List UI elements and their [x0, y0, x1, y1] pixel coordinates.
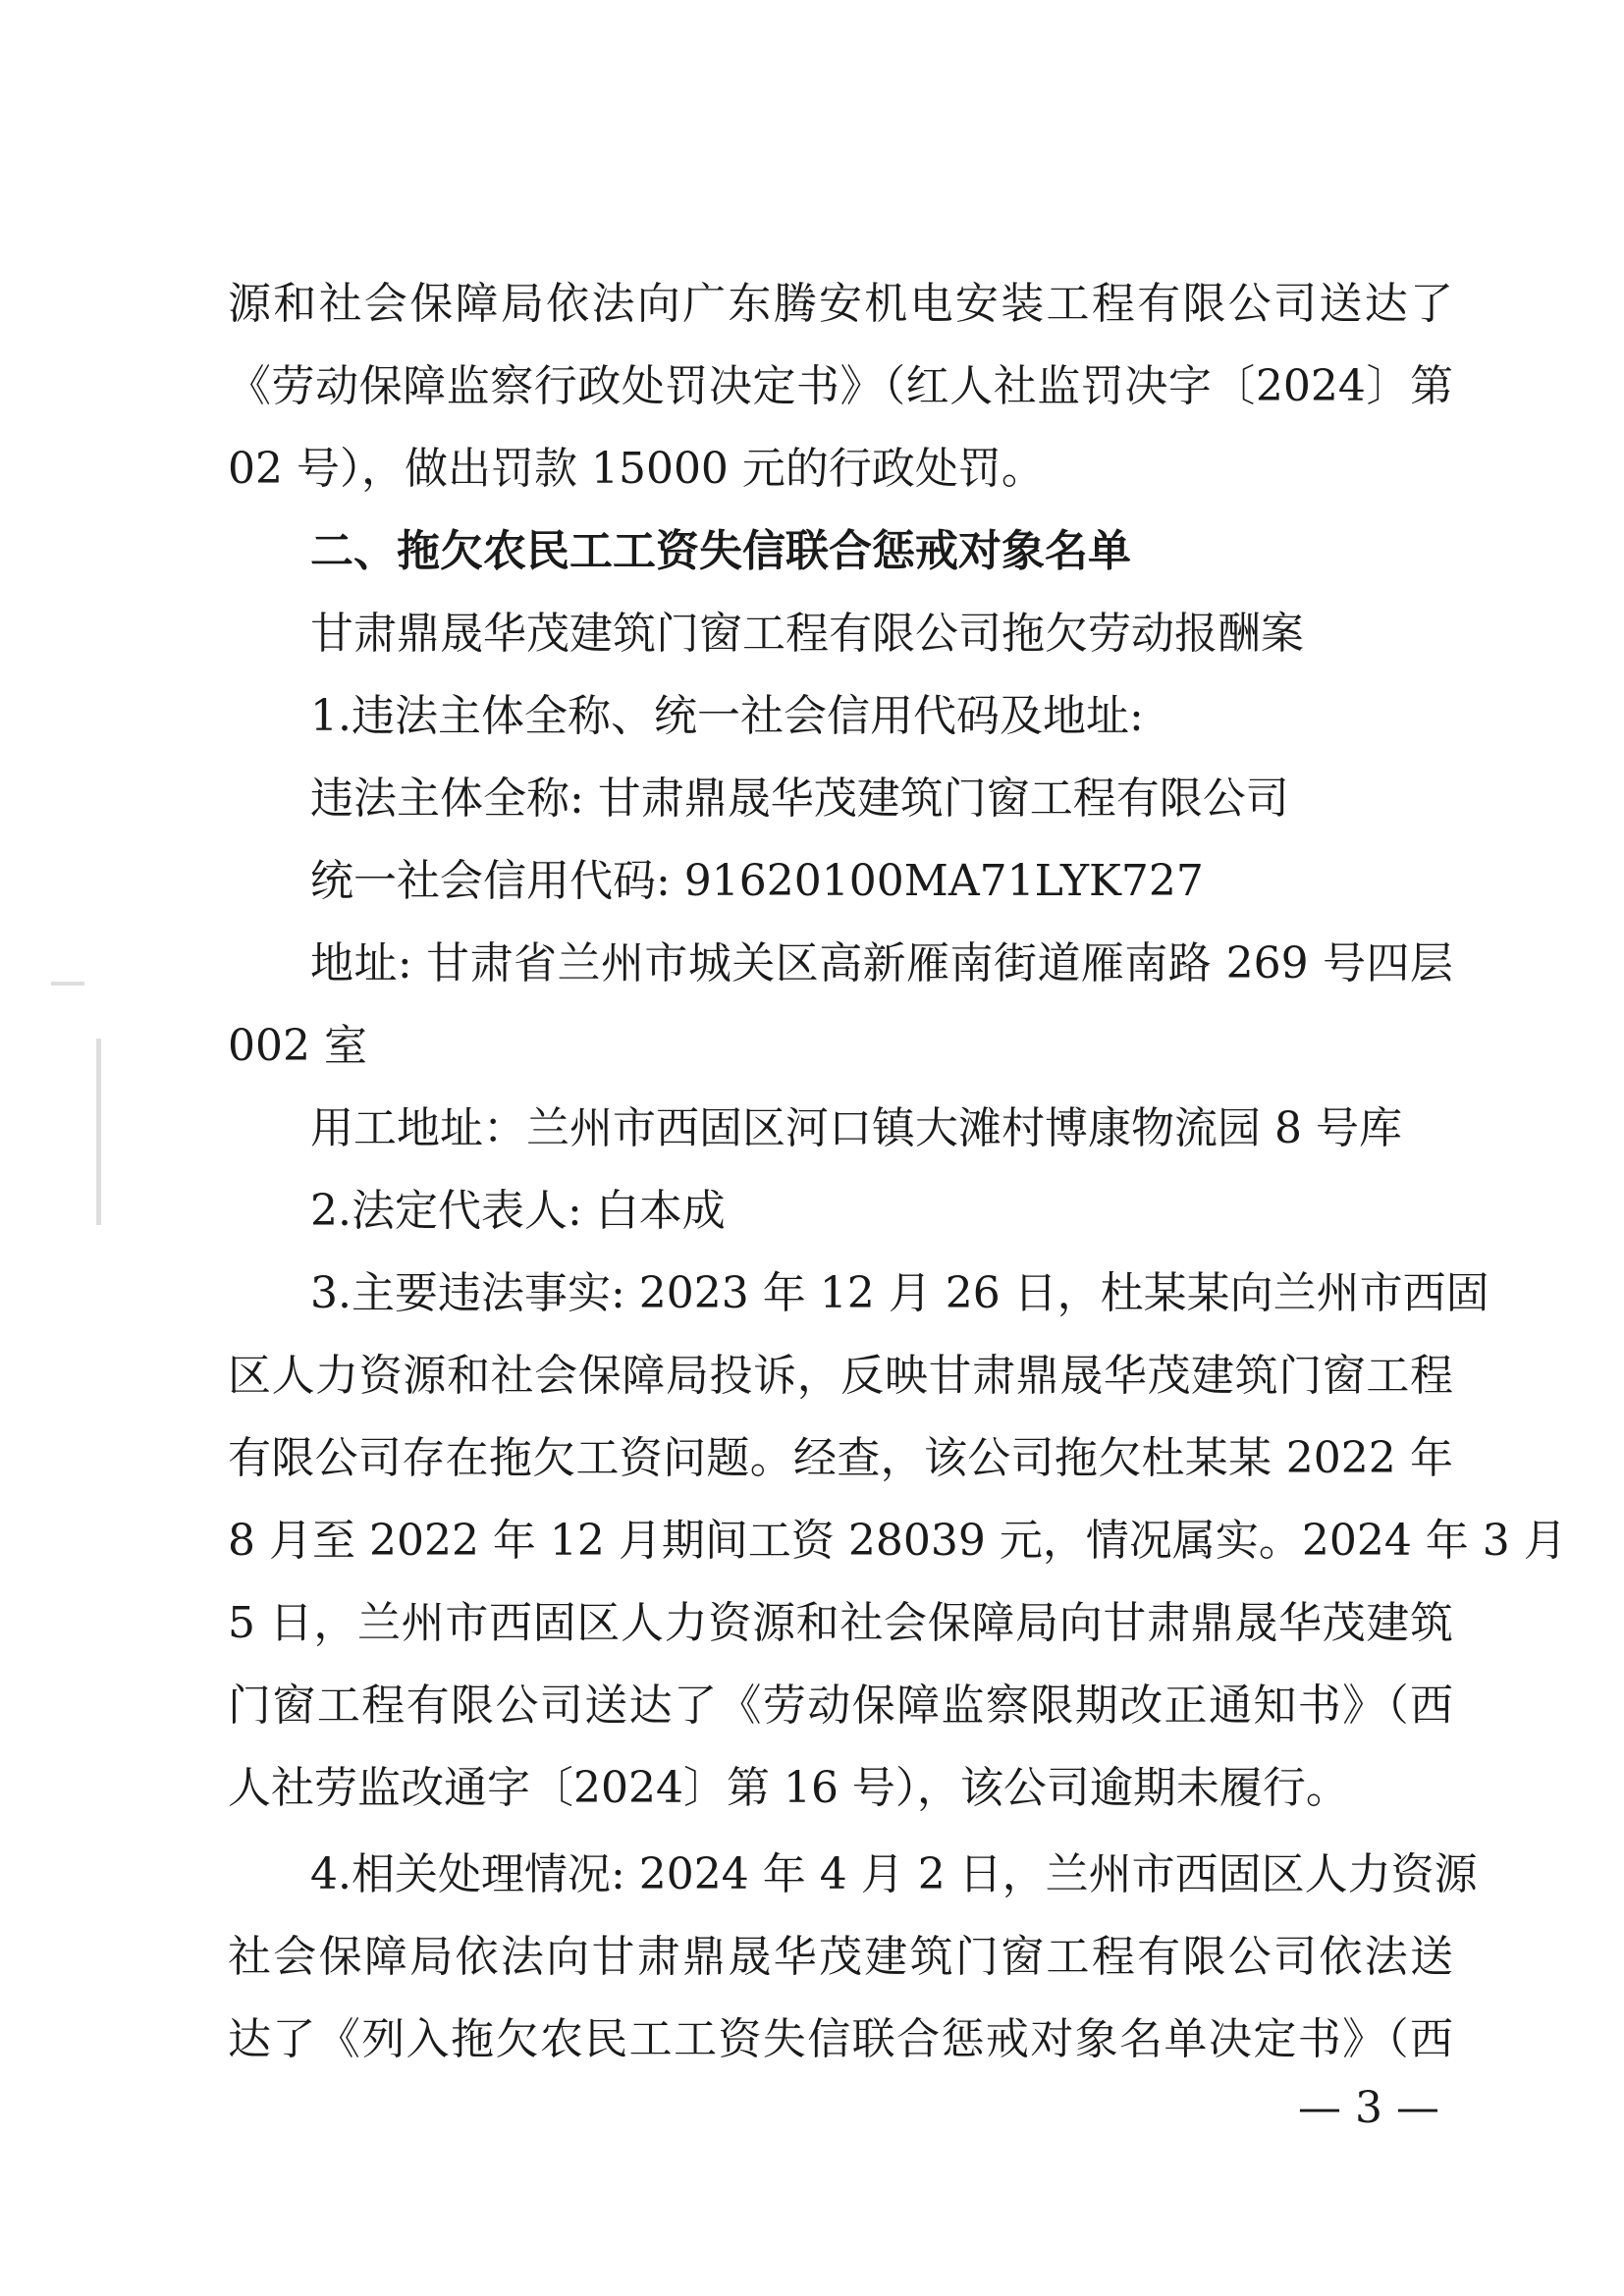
paragraph-line: 有限公司存在拖欠工资问题。经查，该公司拖欠杜某某 2022 年 [228, 1433, 1453, 1483]
paragraph-line: 统一社会信用代码: 91620100MA71LYK727 [310, 856, 1204, 906]
scan-artifact [51, 982, 84, 986]
paragraph-line: 2.法定代表人: 白本成 [310, 1186, 726, 1236]
paragraph-line: 区人力资源和社会保障局投诉，反映甘肃鼎晟华茂建筑门窗工程 [228, 1351, 1453, 1401]
paragraph-line: 02 号），做出罚款 15000 元的行政处罚。 [228, 444, 1045, 494]
paragraph-line: 门窗工程有限公司送达了《劳动保障监察限期改正通知书》（西 [228, 1681, 1453, 1731]
paragraph-line: 002 室 [228, 1021, 367, 1071]
paragraph-line: 1.违法主体全称、统一社会信用代码及地址: [310, 691, 1144, 741]
paragraph-line: 地址: 甘肃省兰州市城关区高新雁南街道雁南路 269 号四层 [310, 938, 1453, 988]
paragraph-line: 社会保障局依法向甘肃鼎晟华茂建筑门窗工程有限公司依法送 [228, 1932, 1453, 1982]
paragraph-line: 8 月至 2022 年 12 月期间工资 28039 元，情况属实。2024 年 3 月 [228, 1516, 1567, 1566]
paragraph-line: 3.主要违法事实: 2023 年 12 月 26 日，杜某某向兰州市西固 [310, 1268, 1489, 1318]
scan-artifact [96, 1039, 101, 1225]
paragraph-line: 违法主体全称: 甘肃鼎晟华茂建筑门窗工程有限公司 [310, 774, 1289, 824]
paragraph-line: 《劳动保障监察行政处罚决定书》（红人社监罚决字〔2024〕第 [228, 361, 1453, 411]
paragraph-line: 人社劳监改通字〔2024〕第 16 号），该公司逾期未履行。 [228, 1763, 1349, 1813]
case-title: 甘肃鼎晟华茂建筑门窗工程有限公司拖欠劳动报酬案 [310, 609, 1304, 659]
paragraph-line: 源和社会保障局依法向广东腾安机电安装工程有限公司送达了 [228, 279, 1453, 329]
page-number: — 3 — [1298, 2083, 1439, 2133]
paragraph-line: 用工地址：兰州市西固区河口镇大滩村博康物流园 8 号库 [310, 1103, 1402, 1153]
paragraph-line: 4.相关处理情况: 2024 年 4 月 2 日，兰州市西固区人力资源 [310, 1849, 1478, 1899]
section-heading: 二、拖欠农民工工资失信联合惩戒对象名单 [310, 526, 1131, 576]
paragraph-line: 达了《列入拖欠农民工工资失信联合惩戒对象名单决定书》（西 [228, 2014, 1453, 2064]
paragraph-line: 5 日，兰州市西固区人力资源和社会保障局向甘肃鼎晟华茂建筑 [228, 1598, 1453, 1648]
